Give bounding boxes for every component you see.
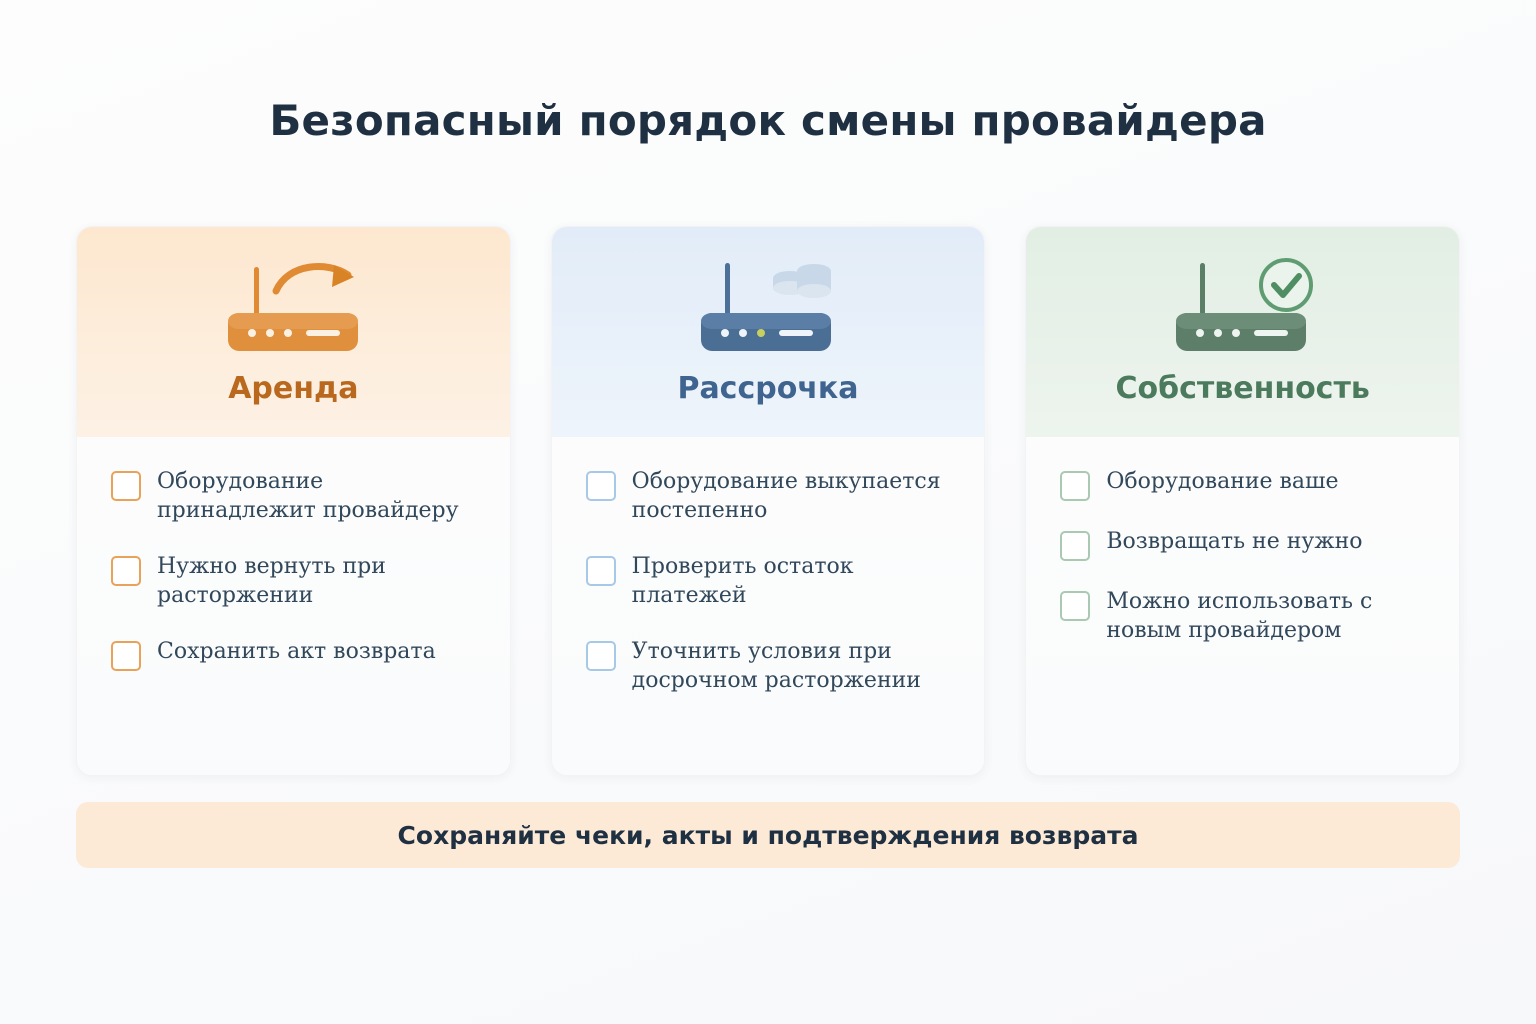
checkbox-icon[interactable] [111, 471, 141, 501]
list-item[interactable] [1060, 527, 1429, 561]
card-installment-header [552, 227, 985, 437]
list-item-label: Можно использовать с новым провайдером [1106, 589, 1373, 644]
checkbox-icon[interactable] [1060, 591, 1090, 621]
footer-note [76, 802, 1460, 868]
card-ownership-list [1026, 437, 1459, 775]
router-coins-icon [683, 245, 853, 365]
checkbox-icon[interactable] [1060, 471, 1090, 501]
list-item-label: Сохранить акт возврата [157, 638, 436, 664]
list-item[interactable] [586, 552, 955, 611]
checkbox-icon[interactable] [1060, 531, 1090, 561]
cards-row [76, 226, 1460, 776]
list-item-label: Оборудование принадлежит провайдеру [157, 469, 459, 524]
card-rent [76, 226, 511, 776]
card-installment [551, 226, 986, 776]
checkbox-icon[interactable] [111, 556, 141, 586]
list-item[interactable] [111, 467, 480, 526]
card-installment-list [552, 437, 985, 775]
card-rent-header [77, 227, 510, 437]
list-item-label: Оборудование выкупается постепенно [631, 469, 941, 524]
card-ownership-header [1026, 227, 1459, 437]
card-ownership [1025, 226, 1460, 776]
router-check-icon [1158, 245, 1328, 365]
list-item-label: Возвращать не нужно [1106, 529, 1363, 554]
router-return-arrow-icon [208, 245, 378, 365]
list-item[interactable] [111, 637, 480, 671]
card-rent-list [77, 437, 510, 775]
list-item-label: Нужно вернуть при расторжении [157, 553, 386, 609]
list-item[interactable] [111, 552, 480, 611]
footer-note-text: Сохраняйте чеки, акты и подтверждения возврата [397, 820, 1139, 850]
page-title: Безопасный порядок смены провайдера [269, 96, 1267, 145]
card-rent-title: Аренда [228, 371, 359, 406]
list-item-label: Оборудование ваше [1106, 469, 1339, 494]
checkbox-icon[interactable] [586, 556, 616, 586]
list-item-label: Проверить остаток платежей [631, 553, 854, 609]
list-item[interactable] [1060, 467, 1429, 501]
checkbox-icon[interactable] [586, 471, 616, 501]
list-item-label: Уточнить условия при досрочном расторжении [631, 638, 921, 694]
checkbox-icon[interactable] [111, 641, 141, 671]
list-item[interactable] [586, 637, 955, 696]
list-item[interactable] [586, 467, 955, 526]
card-ownership-title: Собственность [1115, 371, 1370, 406]
card-installment-title: Рассрочка [677, 371, 859, 406]
list-item[interactable] [1060, 587, 1429, 646]
checkbox-icon[interactable] [586, 641, 616, 671]
